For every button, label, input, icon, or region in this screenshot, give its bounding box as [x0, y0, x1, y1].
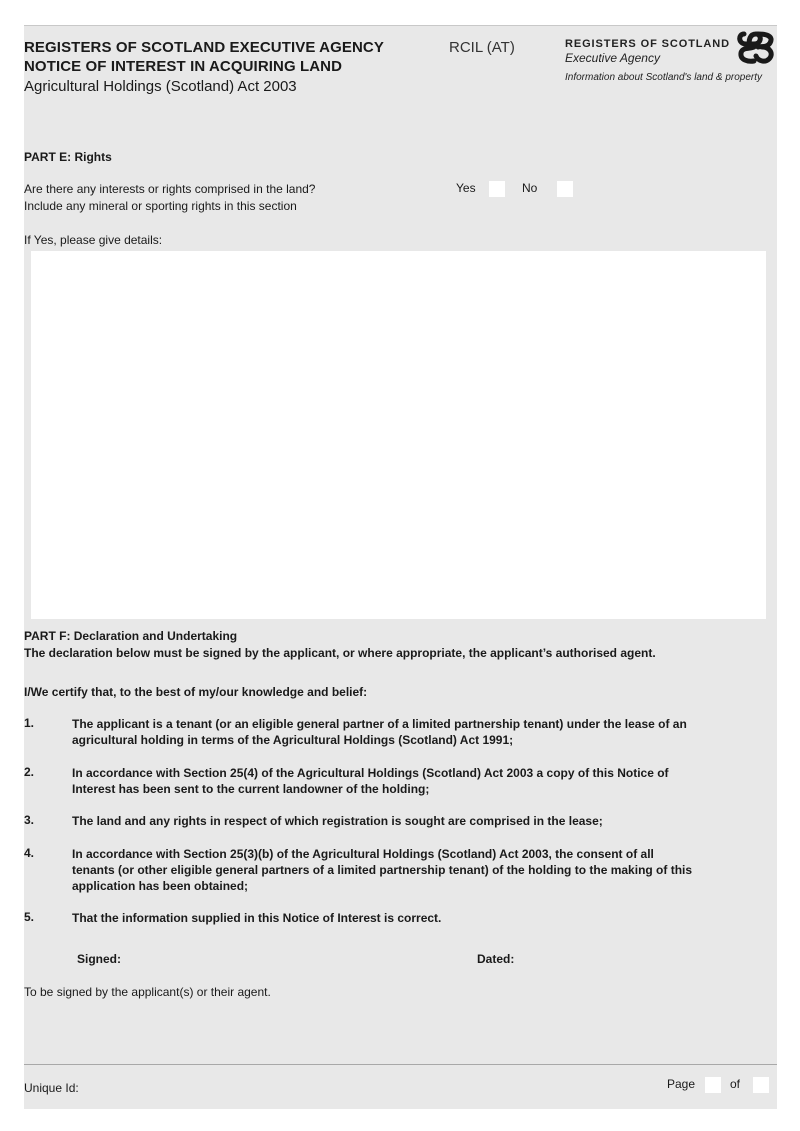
- signed-label: Signed:: [77, 952, 121, 966]
- yes-label: Yes: [456, 181, 476, 195]
- logo-tagline: Information about Scotland's land & property: [565, 72, 763, 83]
- item-line: agricultural holding in terms of the Agricultural Holdings (Scotland) Act 1991;: [72, 733, 514, 747]
- rights-question-note: Include any mineral or sporting rights in this section: [24, 199, 297, 213]
- sign-note: To be signed by the applicant(s) or their agent.: [24, 985, 271, 999]
- unique-id-label: Unique Id:: [24, 1081, 79, 1095]
- no-checkbox[interactable]: [557, 181, 573, 197]
- item-text: [72, 716, 777, 748]
- form-code: RCIL (AT): [449, 39, 515, 56]
- item-line: That the information supplied in this Notice of Interest is correct.: [72, 911, 442, 925]
- declaration-intro: The declaration below must be signed by the applicant, or where appropriate, the applicant’s authorised agent.: [24, 646, 656, 660]
- page-number-field[interactable]: [705, 1077, 721, 1093]
- yes-checkbox[interactable]: [489, 181, 505, 197]
- item-line: The land and any rights in respect of which registration is sought are comprised in the lease;: [72, 814, 603, 828]
- item-text: [72, 765, 777, 797]
- part-f-heading: PART F: Declaration and Undertaking: [24, 629, 238, 643]
- total-pages-field[interactable]: [753, 1077, 769, 1093]
- item-line: In accordance with Section 25(3)(b) of the Agricultural Holdings (Scotland) Act 2003, the consent of all: [72, 847, 654, 861]
- item-line: The applicant is a tenant (or an eligible general partner of a limited partnership tenant) under the lease of an: [72, 717, 687, 731]
- details-label: If Yes, please give details:: [24, 233, 163, 247]
- logo-title: REGISTERS OF SCOTLAND: [565, 38, 730, 50]
- form-subtitle: Agricultural Holdings (Scotland) Act 2003: [24, 78, 297, 95]
- item-text: [72, 910, 777, 926]
- dated-label: Dated:: [477, 952, 515, 966]
- rights-details-field[interactable]: [31, 251, 766, 619]
- rights-question: Are there any interests or rights comprised in the land?: [24, 182, 316, 196]
- item-line: application has been obtained;: [72, 879, 249, 893]
- of-label: of: [730, 1077, 741, 1091]
- item-number: 1.: [24, 716, 35, 730]
- certify-statement: I/We certify that, to the best of my/our knowledge and belief:: [24, 685, 368, 699]
- registers-of-scotland-logo-icon: [736, 28, 776, 66]
- no-label: No: [522, 181, 538, 195]
- item-number: 2.: [24, 765, 35, 779]
- item-number: 4.: [24, 846, 35, 860]
- item-text: [72, 813, 777, 829]
- form-title-line1: REGISTERS OF SCOTLAND EXECUTIVE AGENCY: [24, 39, 384, 56]
- logo-subtitle: Executive Agency: [565, 51, 660, 65]
- footer-divider: [24, 1064, 777, 1065]
- page-label: Page: [667, 1077, 696, 1091]
- item-text: [72, 846, 777, 894]
- item-number: 3.: [24, 813, 35, 827]
- item-line: Interest has been sent to the current landowner of the holding;: [72, 782, 430, 796]
- part-e-heading: PART E: Rights: [24, 150, 112, 164]
- item-number: 5.: [24, 910, 35, 924]
- item-line: tenants (or other eligible general partners of a limited partnership tenant) of the holding to the making of this: [72, 863, 693, 877]
- form-page: [24, 25, 777, 1109]
- form-title-line2: NOTICE OF INTEREST IN ACQUIRING LAND: [24, 58, 343, 75]
- item-line: In accordance with Section 25(4) of the Agricultural Holdings (Scotland) Act 2003 a copy of this Notice of: [72, 766, 669, 780]
